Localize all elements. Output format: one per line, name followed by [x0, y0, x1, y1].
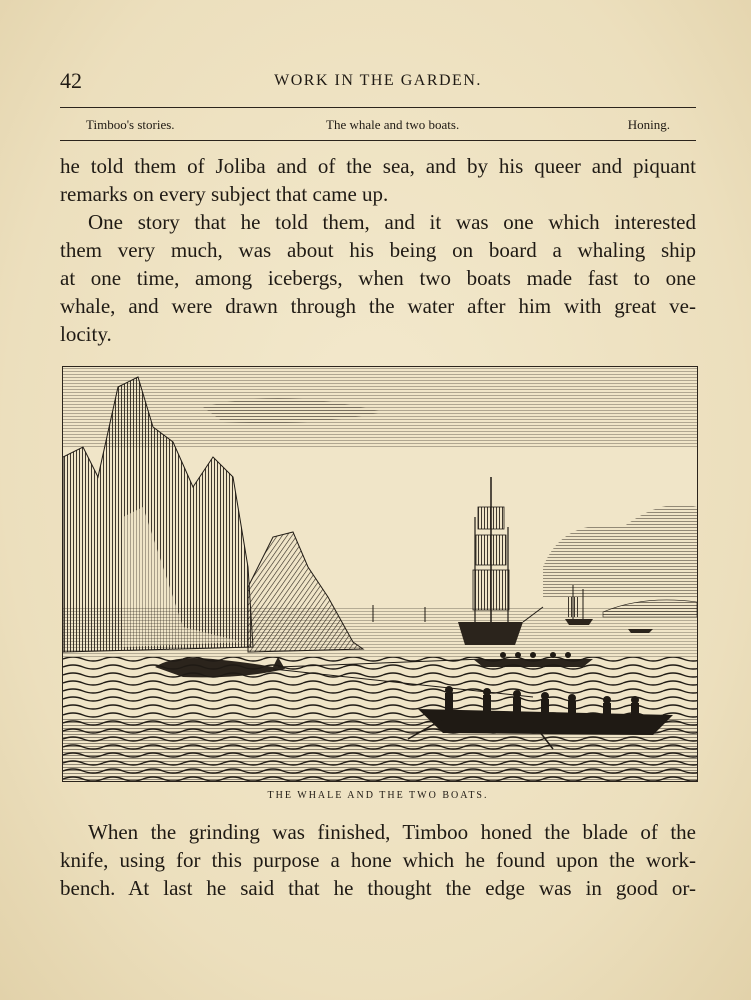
engraving-illustration — [62, 366, 698, 782]
topic-line — [86, 117, 670, 135]
text-line: bench. At last he said that he thought the edge was in good or- — [60, 876, 696, 900]
calm-sea — [63, 607, 697, 657]
distant-boat — [628, 629, 653, 633]
running-title: WORK IN THE GARDEN. — [274, 72, 482, 89]
running-head — [60, 68, 696, 98]
whaling-scene — [63, 367, 697, 781]
header-rule-top — [60, 107, 696, 108]
figure-caption: THE WHALE AND THE TWO BOATS. — [267, 790, 489, 801]
text-line: locity. — [60, 322, 112, 346]
topic-center: The whale and two boats. — [326, 117, 460, 132]
paragraph-1 — [60, 152, 696, 208]
text-line: knife, using for this purpose a hone which he found upon the work- — [60, 848, 696, 872]
text-line: One story that he told them, and it was one which interested — [88, 210, 696, 234]
paragraph-3 — [60, 818, 696, 902]
text-line: he told them of Joliba and of the sea, and by his queer and piquant — [60, 154, 696, 178]
topic-right: Honing. — [627, 117, 670, 132]
page-number: 42 — [60, 68, 82, 93]
paragraph-2 — [60, 208, 696, 348]
text-line: remarks on every subject that came up. — [60, 182, 389, 206]
text-line: whale, and were drawn through the water after him with great ve- — [60, 294, 696, 318]
text-line: them very much, was about his being on board a whaling ship — [60, 238, 696, 262]
text-line: When the grinding was finished, Timboo honed the blade of the — [88, 820, 696, 844]
text-line: at one time, among icebergs, when two boats made fast to one — [60, 266, 696, 290]
topic-left: Timboo's stories. — [86, 117, 175, 132]
header-rule-bottom — [60, 140, 696, 141]
